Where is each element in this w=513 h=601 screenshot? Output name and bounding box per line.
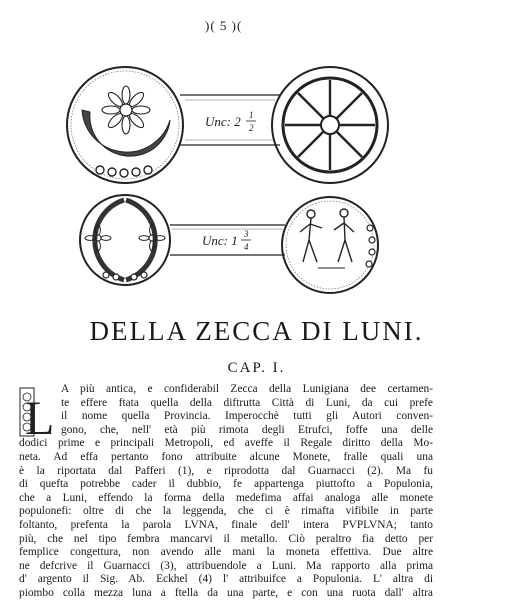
body-text	[19, 383, 433, 601]
text-line: che a Luni, effendo la forma della medefima affai analoga alle monete	[19, 491, 433, 504]
svg-text:3: 3	[244, 229, 249, 239]
weight-label-top	[205, 110, 256, 133]
text-line: neta. Ad effa pertanto fono attribuite alcune Monete, fralle quali una	[19, 450, 433, 463]
weight-label-bottom	[202, 229, 251, 252]
text-line: di quefta potrebbe cader il dubbio, fe appartenga piuttofto a Populonia,	[19, 478, 433, 491]
top-coin-right	[272, 67, 388, 183]
text-line: foltanto, prefenta la parola LVNA, finale dell' intera PVPLVNA; tanto	[19, 518, 433, 531]
svg-text:2: 2	[249, 123, 254, 133]
text-line: populonefi: oltre di che la leggenda, che ci è rimafta vifibile in parte	[19, 505, 433, 518]
svg-text:Unc: 1: Unc: 1	[202, 233, 238, 248]
star-icon	[102, 86, 150, 134]
svg-text:4: 4	[244, 242, 249, 252]
text-line: gono, che, nell' età più rimota degli Etrufci, foffe una delle	[61, 423, 433, 436]
bottom-coin-left	[80, 195, 170, 285]
svg-text:L: L	[25, 392, 55, 437]
text-line: più, che nel tipo fembra mancarvi il metallo. Ciò peraltro fia detto per	[19, 532, 433, 545]
text-line: ne defcrive il Guarnacci (3), attribuendole a Luni. Ma rapporto alla prima	[19, 559, 433, 572]
text-line: è la riportata dal Pafferi (1), e riprodotta dal Guarnacci (2). Ma fu	[19, 464, 433, 477]
text-line: il nome quella Provincia. Imperocchè tutti gli Autori conven-	[61, 410, 433, 423]
figures-icon	[300, 209, 354, 268]
svg-text:Unc: 2: Unc: 2	[205, 114, 241, 129]
text-line: dodici prime e principali Metropoli, ed aveffe il Regale diritto della Mo-	[19, 437, 433, 450]
chapter-number: CAP. I.	[227, 360, 286, 376]
chapter-heading: DELLA ZECCA DI LUNI.	[89, 316, 424, 346]
svg-text:1: 1	[249, 110, 254, 120]
coin-plate	[0, 0, 513, 300]
text-line: A più antica, e confiderabil Zecca della Lunigiana dee certamen-	[61, 383, 433, 395]
page-number: )( 5 )(	[205, 18, 243, 33]
bottom-coin-right	[282, 197, 378, 293]
text-line: d' argento il Sig. Ab. Eckhel (4) l' attribuifce a Populonia. L' altra di	[19, 573, 433, 586]
text-line: piombo colla mezza luna a ftella da una parte, e con una ruota dall' altra	[19, 586, 433, 599]
text-line: te effere ftata quella della diftrutta Città di Luni, da cui prefe	[61, 396, 433, 409]
top-coin-left	[67, 67, 183, 183]
text-line: femplice congettura, non avendo alle mani la moneta effettiva. Due altre	[19, 546, 433, 559]
